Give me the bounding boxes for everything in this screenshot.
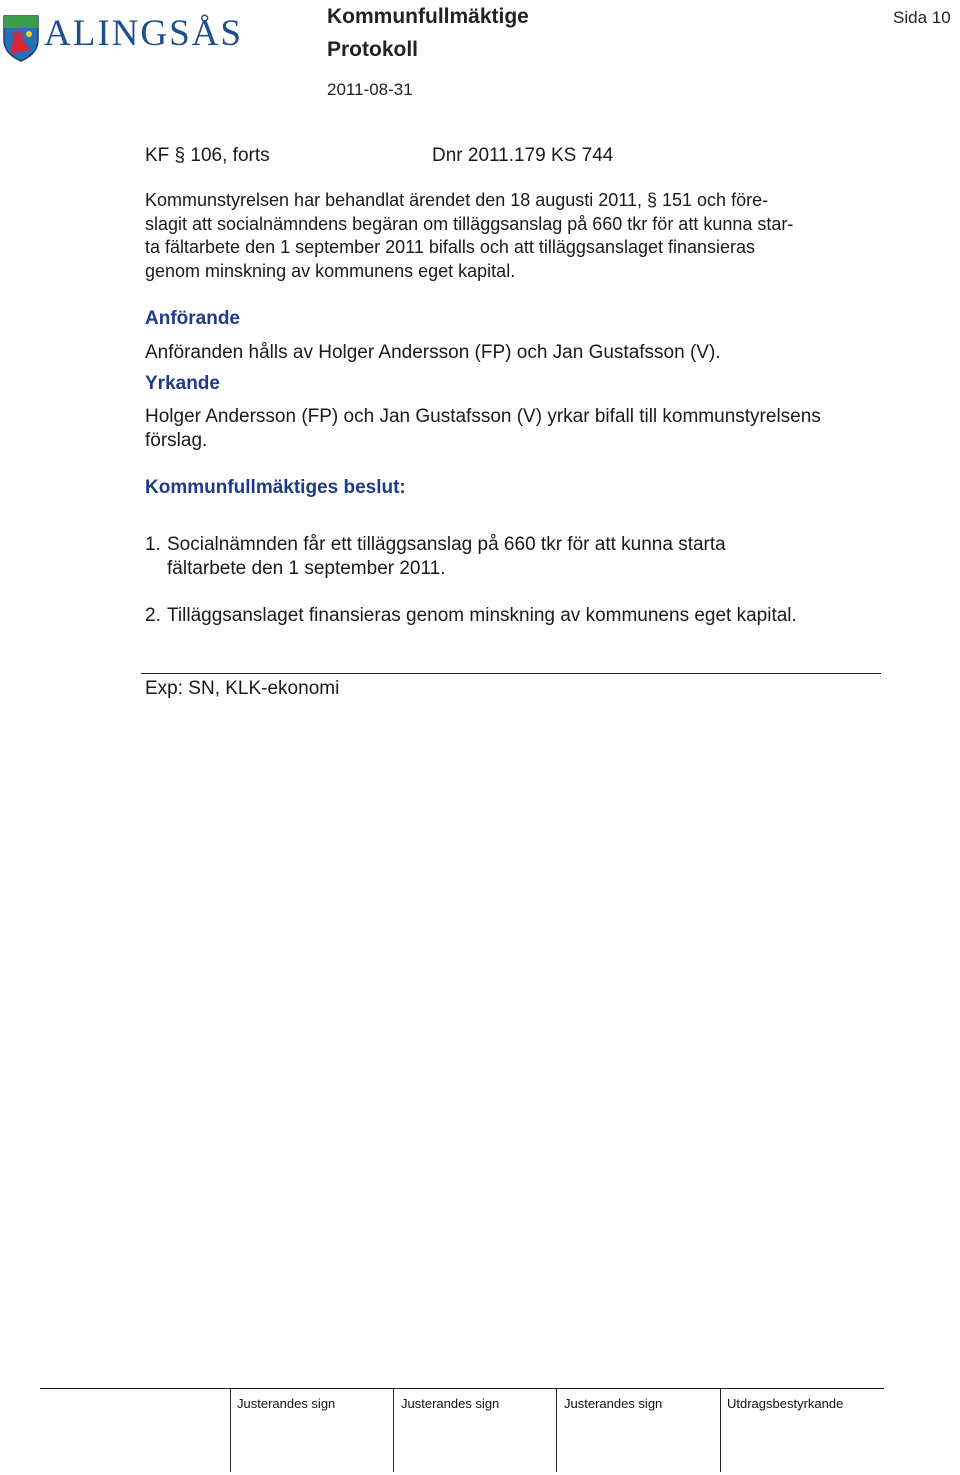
anforande-text: Anföranden hålls av Holger Andersson (FP) och Jan Gustafsson (V). — [145, 342, 721, 363]
document-title: Kommunfullmäktige — [327, 5, 529, 28]
footer-column-divider — [556, 1388, 557, 1472]
intro-line: slagit att socialnämndens begäran om tilläggsanslag på 660 tkr för att kunna star- — [145, 213, 794, 234]
intro-line: genom minskning av kommunens eget kapital. — [145, 260, 516, 281]
yrkande-line: Holger Andersson (FP) och Jan Gustafsson (V) yrkar bifall till kommunstyrelsens — [145, 406, 821, 427]
certification-field-label: Utdragsbestyrkande — [727, 1396, 844, 1411]
signature-field-label: Justerandes sign — [564, 1396, 663, 1411]
footer-divider — [40, 1388, 884, 1389]
document-subtitle: Protokoll — [327, 38, 419, 61]
logo-text: ALINGSÅS — [44, 13, 243, 54]
alingsas-logo — [0, 4, 260, 66]
document-date: 2011-08-31 — [327, 80, 413, 99]
decision-item-line: Socialnämnden får ett tilläggsanslag på 660 tkr för att kunna starta — [167, 534, 726, 555]
signature-field-label: Justerandes sign — [401, 1396, 500, 1411]
exp-divider — [141, 673, 881, 674]
footer-column-divider — [720, 1388, 721, 1472]
intro-paragraph — [145, 189, 875, 283]
decision-item-2 — [167, 604, 887, 628]
case-ref: KF § 106, forts — [145, 145, 270, 166]
yrkande-paragraph — [145, 405, 821, 453]
yrkande-line: förslag. — [145, 430, 208, 451]
footer-column-divider — [230, 1388, 231, 1472]
coat-of-arms-icon — [2, 14, 40, 62]
signature-field-label: Justerandes sign — [237, 1396, 336, 1411]
decision-item-line: fältarbete den 1 september 2011. — [167, 558, 446, 579]
expedition-text: Exp: SN, KLK-ekonomi — [145, 678, 340, 699]
decision-item-2-number: 2. — [145, 605, 161, 626]
anforande-heading: Anförande — [145, 308, 240, 329]
footer-column-divider — [393, 1388, 394, 1472]
intro-line: ta fältarbete den 1 september 2011 bifalls och att tilläggsanslaget finansieras — [145, 237, 756, 258]
decision-heading: Kommunfullmäktiges beslut: — [145, 477, 406, 498]
case-dnr: Dnr 2011.179 KS 744 — [432, 145, 614, 166]
page-number: Sida 10 — [893, 8, 951, 27]
decision-item-1 — [167, 533, 887, 581]
intro-line: Kommunstyrelsen har behandlat ärendet den 18 augusti 2011, § 151 och före- — [145, 190, 769, 210]
yrkande-heading: Yrkande — [145, 373, 220, 394]
decision-item-1-number: 1. — [145, 534, 161, 555]
decision-item-line: Tilläggsanslaget finansieras genom minskning av kommunens eget kapital. — [167, 605, 797, 626]
